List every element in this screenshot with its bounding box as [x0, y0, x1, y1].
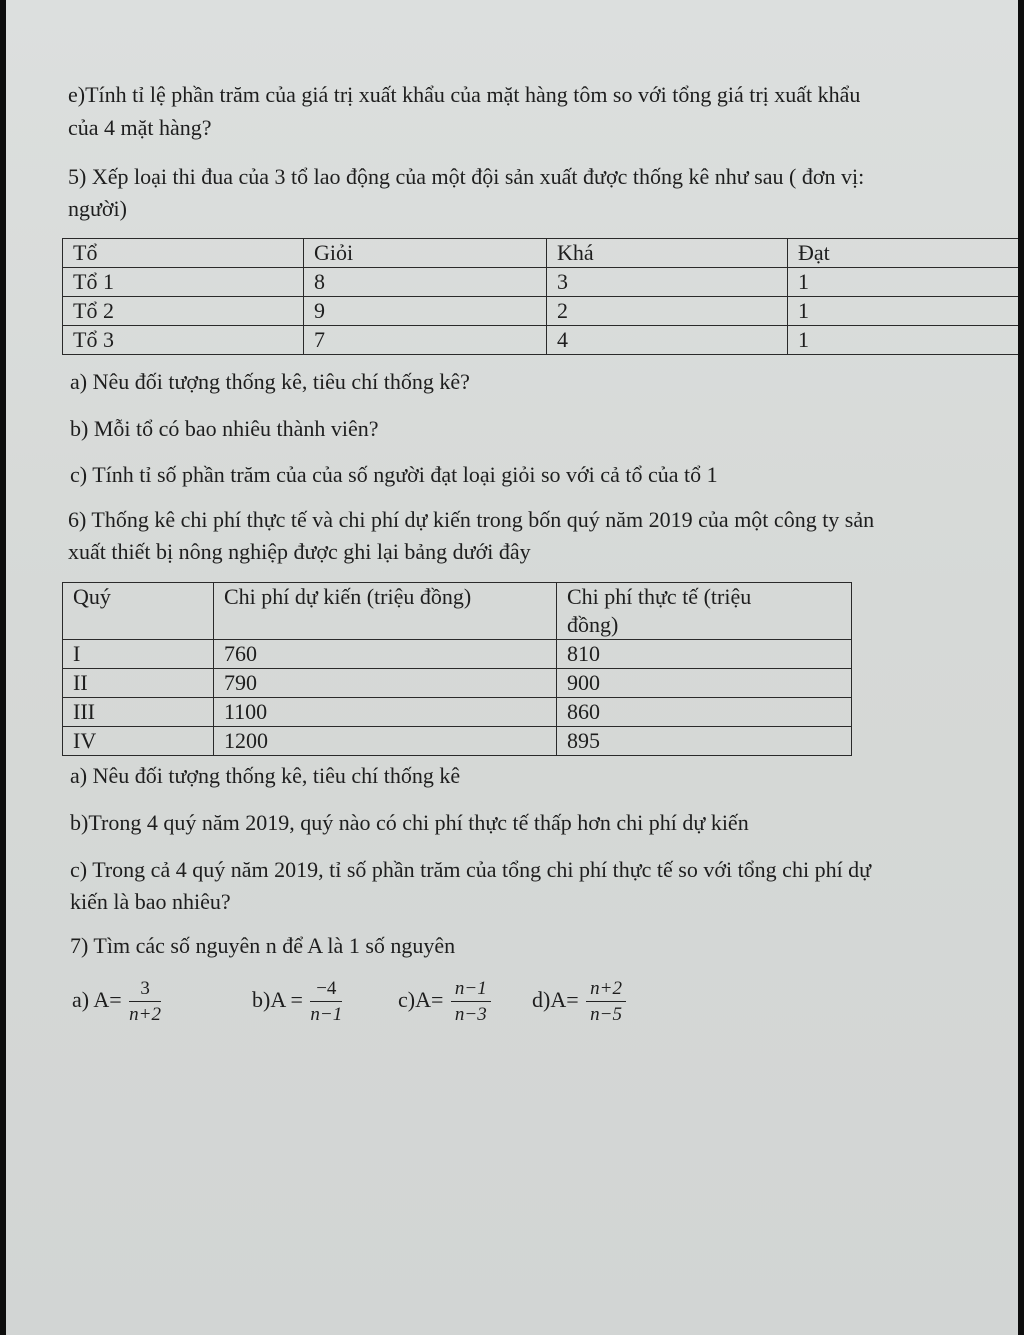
denominator: n−5: [590, 1004, 622, 1025]
denominator: n+2: [129, 1004, 161, 1025]
q6-c2: kiến là bao nhiêu?: [70, 889, 231, 914]
q5-c: c) Tính tỉ số phần trăm của của số người đạt loại giỏi so với cả tổ của tổ 1: [70, 462, 718, 487]
table-row: [63, 297, 1019, 326]
q6-line2: xuất thiết bị nông nghiệp được ghi lại bảng dưới đây: [68, 539, 531, 564]
table-cell: 760: [214, 640, 557, 669]
table-row: [63, 268, 1019, 297]
worksheet-page: [6, 0, 1018, 1335]
q7-d: [532, 978, 628, 1026]
table-cell: 810: [557, 640, 852, 669]
table-cell: IV: [63, 727, 214, 756]
table-cell: III: [63, 698, 214, 727]
q4e-line2: của 4 mặt hàng?: [68, 115, 212, 140]
q6-table: [62, 582, 852, 756]
table-cell: 1: [788, 326, 1019, 355]
fraction: [586, 978, 626, 1026]
header-line: Chi phí thực tế (triệu: [567, 584, 752, 609]
header-cell: Quý: [63, 583, 214, 640]
table-cell: II: [63, 669, 214, 698]
numerator: −4: [310, 978, 342, 1002]
table-cell: 3: [547, 268, 788, 297]
header-line: đồng): [567, 612, 619, 637]
table-cell: 9: [304, 297, 547, 326]
q7-c-prefix: c)A=: [398, 987, 444, 1013]
header-cell: Khá: [547, 239, 788, 268]
table-row: [63, 727, 852, 756]
header-cell: Giỏi: [304, 239, 547, 268]
numerator: 3: [129, 978, 161, 1002]
q5-table: [62, 238, 1018, 355]
numerator: n+2: [586, 978, 626, 1002]
q4e-line1: e)Tính tỉ lệ phần trăm của giá trị xuất khẩu của mặt hàng tôm so với tổng giá trị xuất khẩu: [68, 82, 861, 107]
fraction: [310, 978, 342, 1026]
q5-a: a) Nêu đối tượng thống kê, tiêu chí thống kê?: [70, 369, 470, 394]
table-cell: 7: [304, 326, 547, 355]
table-row: [63, 326, 1019, 355]
table-cell: 4: [547, 326, 788, 355]
q6-c1: c) Trong cả 4 quý năm 2019, tỉ số phần trăm của tổng chi phí thực tế so với tổng chi phí dự: [70, 857, 872, 882]
table-cell: 900: [557, 669, 852, 698]
table-cell: Tổ 1: [63, 268, 304, 297]
table-cell: 1100: [214, 698, 557, 727]
table-cell: 1: [788, 268, 1019, 297]
table-cell: 8: [304, 268, 547, 297]
denominator: n−1: [310, 1004, 343, 1025]
table-cell: Tổ 3: [63, 326, 304, 355]
table-row: [63, 698, 852, 727]
q7-c: [398, 978, 493, 1026]
fraction: [129, 978, 161, 1026]
numerator: n−1: [451, 978, 491, 1002]
header-cell: Chi phí dự kiến (triệu đồng): [214, 583, 557, 640]
table-cell: 790: [214, 669, 557, 698]
table-cell: 1200: [214, 727, 557, 756]
q6-line1: 6) Thống kê chi phí thực tế và chi phí dự kiến trong bốn quý năm 2019 của một công ty sản: [68, 507, 875, 532]
table-cell: 1: [788, 297, 1019, 326]
q7-b-prefix: b)A =: [252, 987, 303, 1013]
denominator: n−3: [454, 1004, 487, 1025]
q7-a: [72, 978, 163, 1026]
q6-a: a) Nêu đối tượng thống kê, tiêu chí thống kê: [70, 763, 461, 788]
table-row: [63, 640, 852, 669]
table-cell: 2: [547, 297, 788, 326]
fraction: [451, 978, 491, 1026]
q7-d-prefix: d)A=: [532, 987, 579, 1013]
table-header-row: [63, 583, 852, 640]
table-cell: Tổ 2: [63, 297, 304, 326]
header-cell: [557, 583, 852, 640]
q7-b: [252, 978, 344, 1026]
q5-line1: 5) Xếp loại thi đua của 3 tổ lao động của một đội sản xuất được thống kê như sau ( đơn vị:: [68, 164, 865, 189]
table-cell: 860: [557, 698, 852, 727]
q7-a-prefix: a) A=: [72, 987, 122, 1013]
q6-b: b)Trong 4 quý năm 2019, quý nào có chi phí thực tế thấp hơn chi phí dự kiến: [70, 810, 749, 835]
table-cell: I: [63, 640, 214, 669]
table-header-row: [63, 239, 1019, 268]
q5-line2: người): [68, 196, 127, 221]
table-row: [63, 669, 852, 698]
q7-title: 7) Tìm các số nguyên n để A là 1 số nguyên: [70, 933, 456, 958]
q5-b: b) Mỗi tổ có bao nhiêu thành viên?: [70, 416, 379, 441]
header-cell: Tổ: [63, 239, 304, 268]
header-cell: Đạt: [788, 239, 1019, 268]
table-cell: 895: [557, 727, 852, 756]
